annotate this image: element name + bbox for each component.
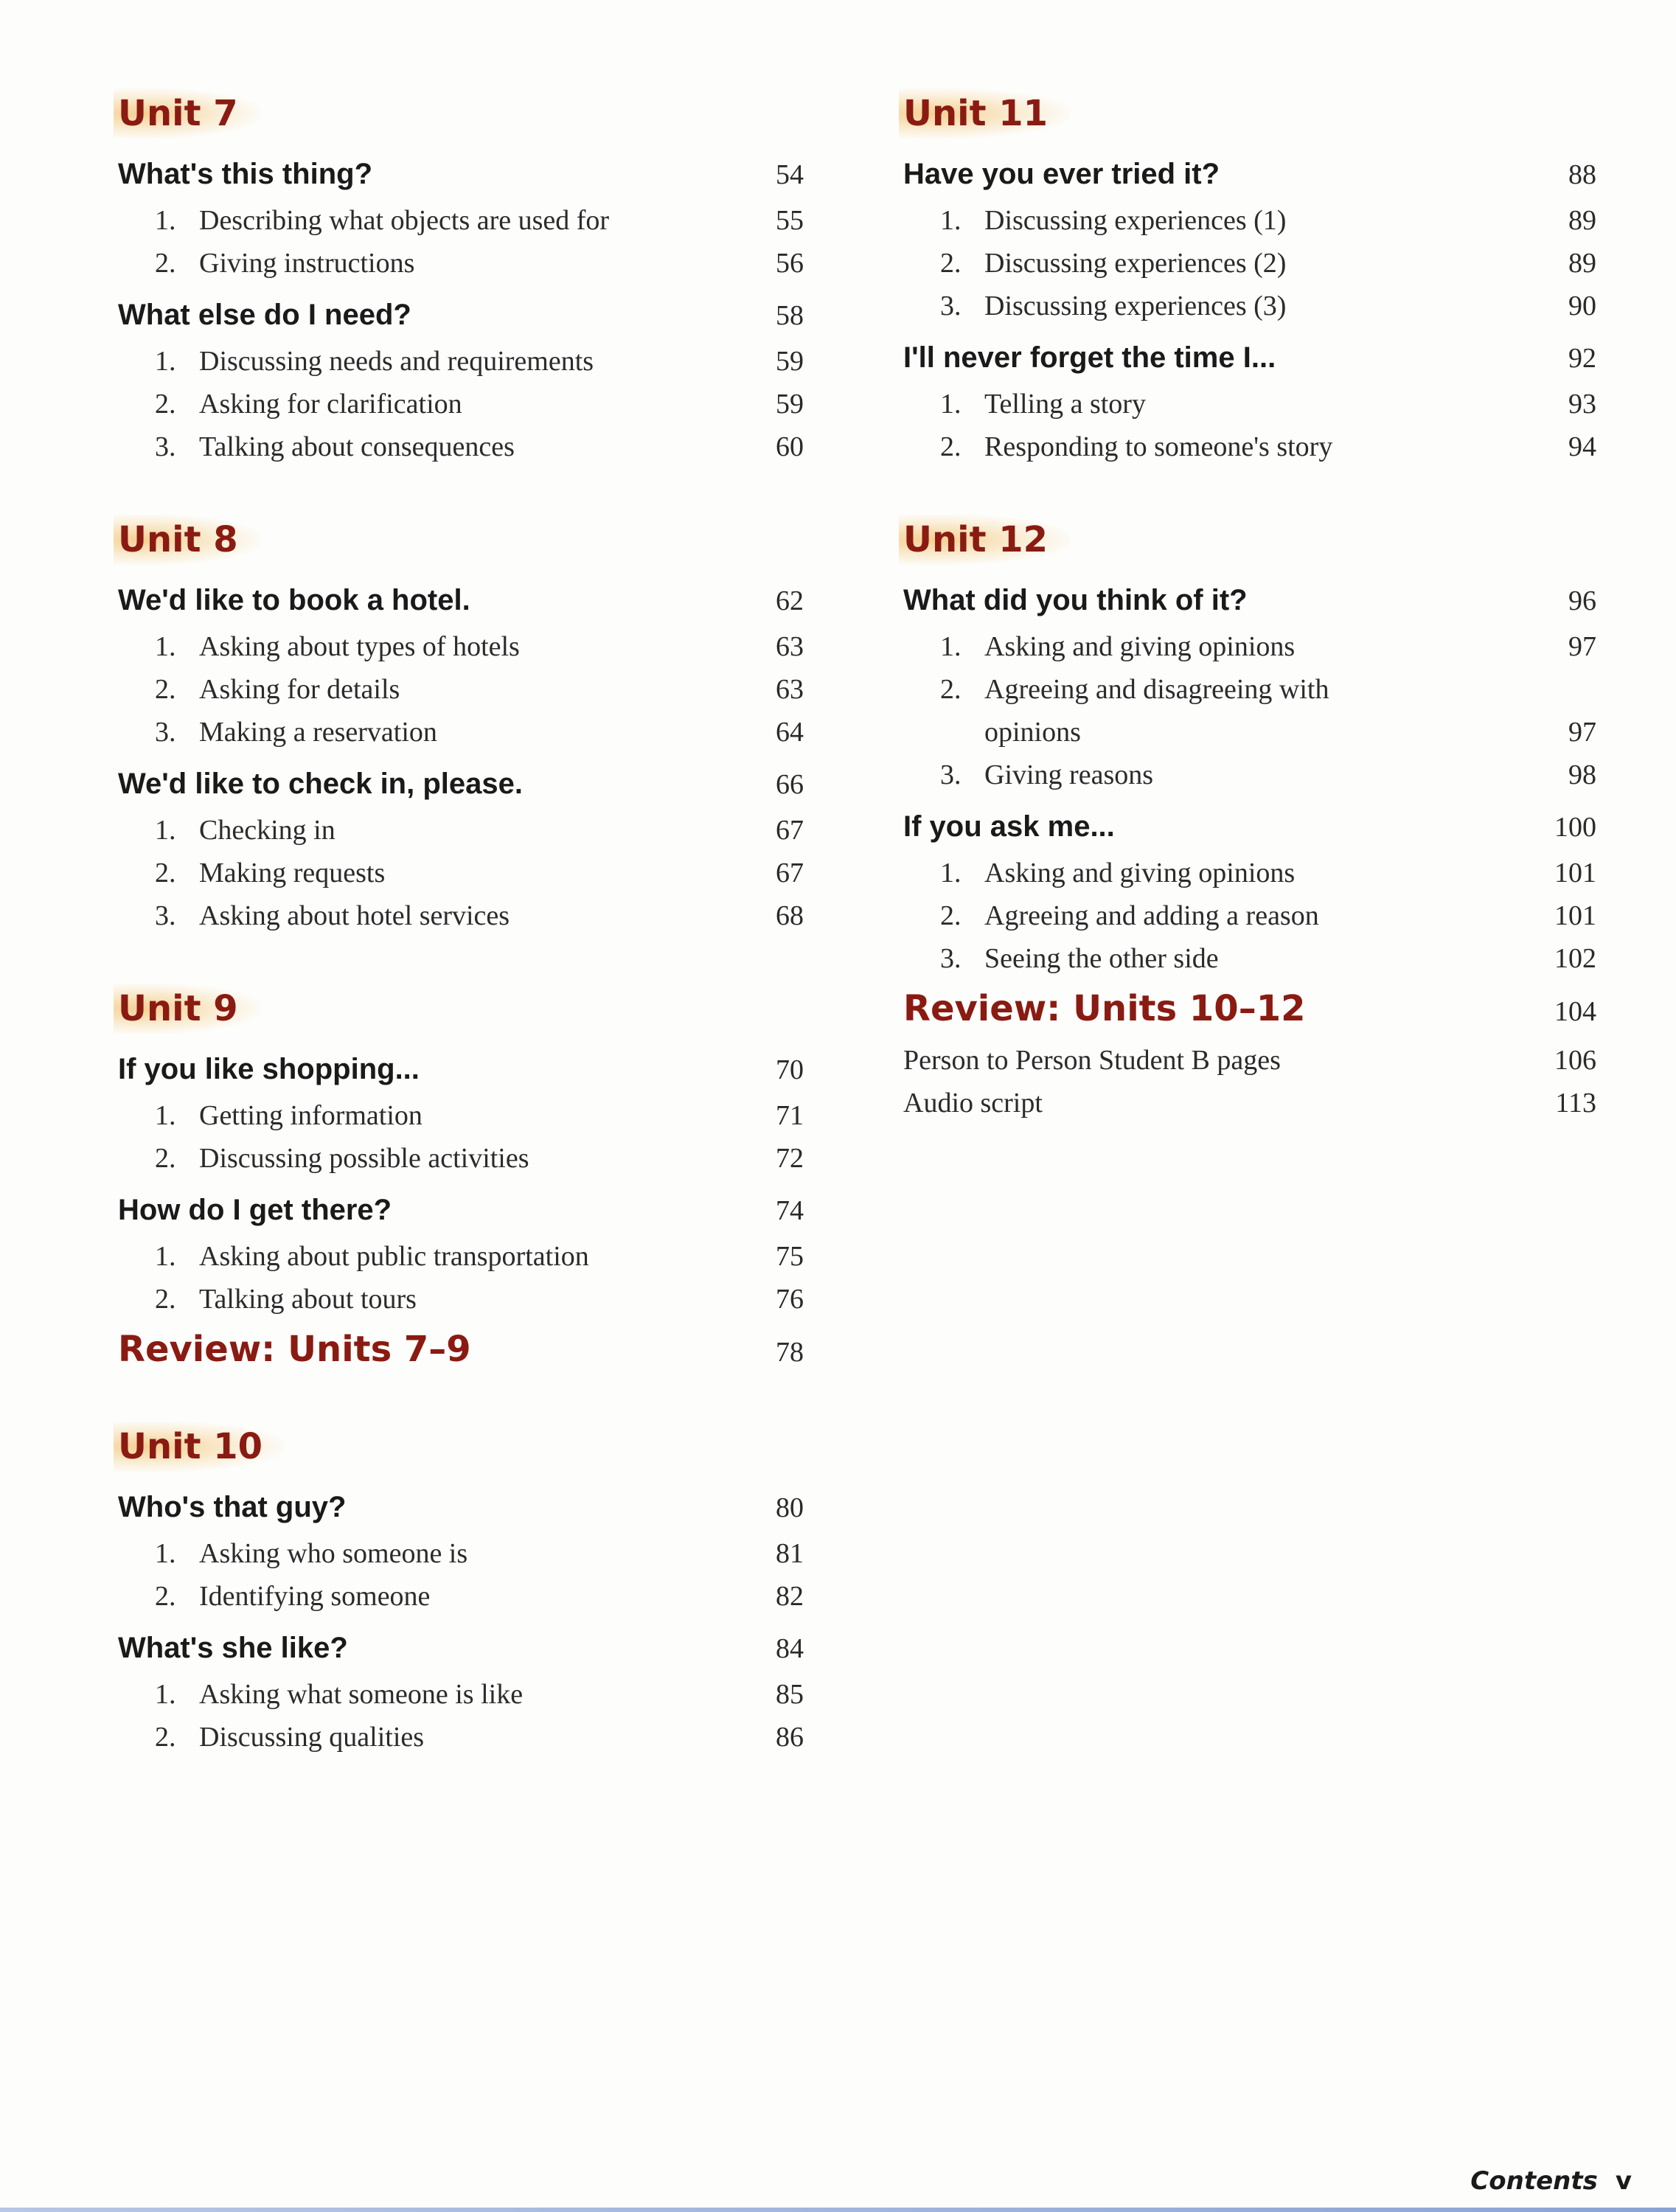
lesson-page-number: 92 [1568, 343, 1596, 374]
toc-item-page-number: 81 [776, 1538, 804, 1569]
toc-item-number: 1. [155, 631, 176, 662]
lesson [903, 810, 1596, 975]
toc-item [118, 716, 804, 748]
lesson-page-number: 66 [776, 769, 804, 800]
lesson-page-number: 84 [776, 1633, 804, 1664]
unit-block [118, 515, 804, 932]
lesson-title: I'll never forget the time I... [903, 341, 1276, 374]
unit-block [903, 88, 1596, 463]
toc-item-page-number: 85 [776, 1679, 804, 1710]
review-entry [118, 1329, 804, 1370]
lesson-page-number: 88 [1568, 159, 1596, 190]
toc-item-label: Asking about public transportation [199, 1241, 589, 1272]
review-entry [903, 988, 1596, 1029]
lesson [903, 158, 1596, 322]
toc-item-number: 1. [940, 205, 962, 236]
toc-item-page-number: 82 [776, 1581, 804, 1612]
appendix-entry [903, 1087, 1596, 1119]
toc-item-page-number: 56 [776, 248, 804, 279]
lesson-row [118, 1194, 804, 1227]
toc-item-page-number: 72 [776, 1143, 804, 1174]
toc-item-number: 2. [155, 1143, 176, 1174]
toc-item-number: 2. [155, 1581, 176, 1612]
toc-item [903, 247, 1596, 279]
lesson-title: Who's that guy? [118, 1491, 347, 1523]
toc-item-text [940, 857, 1295, 889]
toc-item-number: 1. [155, 815, 176, 846]
toc-item-number: 2. [940, 900, 962, 931]
toc-item [903, 759, 1596, 791]
toc-item [118, 388, 804, 420]
lesson-row [118, 584, 804, 617]
toc-item [118, 431, 804, 463]
toc-item-number: 2. [155, 674, 176, 705]
unit-heading: Unit 12 [899, 515, 1070, 565]
toc-item-number: 2. [155, 1284, 176, 1315]
toc-item-text [940, 673, 1329, 706]
toc-item-page-number: 90 [1568, 291, 1596, 321]
unit-block [118, 1422, 804, 1753]
toc-item-number: 1. [155, 1679, 176, 1710]
toc-item-number: 1. [155, 1241, 176, 1272]
review-title: Review: Units 10–12 [903, 988, 1306, 1029]
toc-item [118, 1283, 804, 1315]
lesson-row [903, 158, 1596, 191]
toc-item-label: Talking about consequences [199, 431, 515, 462]
toc-item-page-number: 63 [776, 631, 804, 662]
lesson [118, 1194, 804, 1315]
footer-page-number: v [1615, 2166, 1632, 2196]
toc-item-page-number: 98 [1568, 759, 1596, 790]
toc-item-number: 3. [155, 717, 176, 748]
lesson [118, 299, 804, 463]
toc-item-text [155, 388, 462, 420]
lesson-row [118, 299, 804, 332]
toc-item-number: 1. [155, 1538, 176, 1569]
page-footer [1470, 2166, 1632, 2196]
toc-item-label: Asking for details [199, 674, 400, 705]
toc-item-page-number: 93 [1568, 389, 1596, 420]
toc-item-number: 3. [940, 943, 962, 974]
toc-item-label: Discussing experiences (2) [984, 248, 1287, 279]
toc-item-page-number: 101 [1554, 858, 1596, 888]
toc-item-page-number: 59 [776, 389, 804, 420]
toc-item-label: Responding to someone's story [984, 431, 1333, 462]
toc-item [903, 857, 1596, 889]
lesson-title: What did you think of it? [903, 584, 1248, 616]
toc-item-number: 2. [155, 248, 176, 279]
toc-item [118, 204, 804, 237]
toc-item-label: Giving reasons [984, 759, 1154, 790]
toc-item-number: 1. [940, 858, 962, 888]
toc-item-text [155, 1240, 589, 1273]
toc-item-page-number: 86 [776, 1722, 804, 1753]
toc-item-text [940, 900, 1319, 932]
toc-item-page-number: 64 [776, 717, 804, 748]
toc-item-text [155, 431, 515, 463]
toc-item-label: Making requests [199, 858, 386, 888]
toc-item-text [155, 1580, 430, 1613]
unit-block [118, 984, 804, 1370]
lesson-title: If you like shopping... [118, 1053, 420, 1085]
toc-item-number: 2. [155, 858, 176, 888]
unit-heading: Unit 11 [899, 88, 1070, 139]
review-page-number: 78 [776, 1337, 804, 1368]
toc-item-number: 1. [155, 1100, 176, 1131]
toc-item [118, 1142, 804, 1175]
toc-item-page-number: 75 [776, 1241, 804, 1272]
lesson [118, 1053, 804, 1175]
toc-item [903, 204, 1596, 237]
toc-item-continuation [903, 716, 1596, 748]
unit-heading: Unit 7 [114, 88, 260, 139]
toc-item [118, 1580, 804, 1613]
lesson-page-number: 80 [776, 1492, 804, 1523]
toc-item [118, 814, 804, 846]
toc-item [118, 247, 804, 279]
toc-item [118, 630, 804, 663]
toc-item-label: Getting information [199, 1100, 423, 1131]
toc-item-page-number: 67 [776, 815, 804, 846]
toc-item-text [155, 814, 335, 846]
toc-item-number: 3. [940, 759, 962, 790]
lesson [118, 1632, 804, 1753]
toc-item [118, 673, 804, 706]
toc-item-text [940, 290, 1286, 322]
toc-item-number: 2. [155, 1722, 176, 1753]
toc-item [118, 1721, 804, 1753]
lesson [118, 584, 804, 748]
lesson-page-number: 54 [776, 159, 804, 190]
toc-item-number: 1. [940, 631, 962, 662]
lesson-row [903, 810, 1596, 844]
toc-item-label: Agreeing and adding a reason [984, 900, 1319, 931]
toc-item-page-number: 97 [1568, 717, 1596, 748]
lesson-title: If you ask me... [903, 810, 1115, 843]
toc-item [118, 857, 804, 889]
toc-item-label: Identifying someone [199, 1581, 431, 1612]
toc-item-label: opinions [984, 717, 1081, 748]
toc-item [118, 900, 804, 932]
lesson-row [903, 584, 1596, 617]
lesson-page-number: 62 [776, 585, 804, 616]
toc-item [118, 345, 804, 378]
toc-item [903, 942, 1596, 975]
lesson-title: What else do I need? [118, 299, 411, 331]
appendix-page-number: 106 [1554, 1045, 1596, 1076]
toc-item-text [940, 759, 1153, 791]
toc-item-number: 1. [155, 346, 176, 377]
toc-item [903, 630, 1596, 663]
toc-item-text [155, 1537, 467, 1570]
toc-item [903, 388, 1596, 420]
appendix-page-number: 113 [1555, 1088, 1596, 1119]
toc-item-label: Seeing the other side [984, 943, 1219, 974]
toc-item-number: 3. [155, 900, 176, 931]
lesson [118, 158, 804, 279]
lesson-title: Have you ever tried it? [903, 158, 1220, 190]
toc-item-number: 1. [940, 389, 962, 420]
lesson-row [118, 1491, 804, 1524]
toc-item-page-number: 76 [776, 1284, 804, 1315]
lesson-row [903, 341, 1596, 375]
toc-item-text [155, 1142, 529, 1175]
toc-item-number: 1. [155, 205, 176, 236]
toc-item-page-number: 101 [1554, 900, 1596, 931]
toc-item [903, 673, 1596, 706]
toc-item-label: Checking in [199, 815, 335, 846]
toc-item [118, 1537, 804, 1570]
toc-item-number: 2. [155, 389, 176, 420]
lesson [118, 1491, 804, 1613]
appendix-title: Audio script [903, 1088, 1043, 1119]
toc-item-page-number: 71 [776, 1100, 804, 1131]
toc-item [903, 900, 1596, 932]
toc-item-text [155, 716, 437, 748]
lesson-page-number: 70 [776, 1054, 804, 1085]
toc-item-page-number: 68 [776, 900, 804, 931]
toc-item-text [940, 630, 1295, 663]
left-column [118, 88, 804, 1805]
toc-item-label: Discussing needs and requirements [199, 346, 594, 377]
toc-item-text [155, 900, 510, 932]
toc-item-page-number: 102 [1554, 943, 1596, 974]
toc-item-page-number: 89 [1568, 205, 1596, 236]
toc-item-label: Asking for clarification [199, 389, 462, 420]
review-page-number: 104 [1554, 996, 1596, 1027]
lesson-row [118, 768, 804, 801]
toc-item-label: Describing what objects are used for [199, 205, 610, 236]
toc-item [903, 431, 1596, 463]
toc-item-number: 2. [940, 674, 962, 705]
toc-item-page-number: 94 [1568, 431, 1596, 462]
toc-item-text [940, 388, 1146, 420]
toc-item-label: Discussing experiences (1) [984, 205, 1287, 236]
toc-item-label: Discussing qualities [199, 1722, 425, 1753]
bottom-rule [0, 2208, 1676, 2212]
lesson [903, 341, 1596, 463]
lesson-title: What's this thing? [118, 158, 373, 190]
toc-item [903, 290, 1596, 322]
unit-block [118, 88, 804, 463]
toc-item-text [940, 942, 1219, 975]
right-column [903, 88, 1596, 1119]
unit-heading: Unit 10 [114, 1422, 285, 1472]
lesson-row [118, 1632, 804, 1665]
toc-item-label: Telling a story [984, 389, 1146, 420]
lesson-page-number: 96 [1568, 585, 1596, 616]
toc-item-page-number: 55 [776, 205, 804, 236]
toc-item-text [155, 345, 594, 378]
appendix-entry [903, 1044, 1596, 1077]
toc-item-text [155, 1099, 423, 1132]
toc-item-number: 2. [940, 431, 962, 462]
toc-item-label: Making a reservation [199, 717, 437, 748]
toc-item-text [155, 630, 520, 663]
lesson-row [118, 158, 804, 191]
unit-heading: Unit 9 [114, 984, 260, 1034]
toc-item-page-number: 63 [776, 674, 804, 705]
toc-item-text [940, 431, 1332, 463]
toc-item-text [940, 204, 1286, 237]
toc-item-text [155, 1678, 523, 1711]
toc-item-page-number: 97 [1568, 631, 1596, 662]
lesson-page-number: 74 [776, 1195, 804, 1226]
toc-item-label: Discussing experiences (3) [984, 291, 1287, 321]
lesson-title: How do I get there? [118, 1194, 392, 1226]
toc-item-text [155, 673, 400, 706]
unit-block [903, 515, 1596, 1029]
lesson-page-number: 58 [776, 300, 804, 331]
toc-item-label: Asking and giving opinions [984, 631, 1296, 662]
toc-item-label: Asking about hotel services [199, 900, 510, 931]
lesson [903, 584, 1596, 791]
toc-item-label: Giving instructions [199, 248, 415, 279]
unit-heading: Unit 8 [114, 515, 260, 565]
toc-item-label: Discussing possible activities [199, 1143, 529, 1174]
lesson-row [118, 1053, 804, 1086]
footer-label: Contents [1470, 2166, 1598, 2196]
toc-item-page-number: 67 [776, 858, 804, 888]
toc-item-text [155, 857, 385, 889]
toc-item-label: Asking who someone is [199, 1538, 468, 1569]
toc-item-text [155, 247, 414, 279]
toc-item [118, 1099, 804, 1132]
toc-item [118, 1240, 804, 1273]
toc-item [118, 1678, 804, 1711]
toc-item-text [155, 1721, 424, 1753]
lesson-title: We'd like to book a hotel. [118, 584, 470, 616]
toc-item-label: Asking what someone is like [199, 1679, 524, 1710]
lesson-title: We'd like to check in, please. [118, 768, 523, 800]
toc-item-label: Talking about tours [199, 1284, 417, 1315]
review-title: Review: Units 7–9 [118, 1329, 471, 1370]
toc-item-page-number: 59 [776, 346, 804, 377]
appendix-title: Person to Person Student B pages [903, 1045, 1281, 1076]
toc-item-number: 2. [940, 248, 962, 279]
toc-item-number: 3. [940, 291, 962, 321]
lesson-page-number: 100 [1554, 812, 1596, 843]
toc-item-text [940, 247, 1286, 279]
lesson-title: What's she like? [118, 1632, 348, 1664]
toc-item-label: Agreeing and disagreeing with [984, 674, 1329, 705]
toc-item-label: Asking and giving opinions [984, 858, 1296, 888]
toc-item-label: Asking about types of hotels [199, 631, 520, 662]
toc-item-page-number: 89 [1568, 248, 1596, 279]
toc-item-text [155, 1283, 417, 1315]
lesson [118, 768, 804, 932]
toc-item-number: 3. [155, 431, 176, 462]
toc-item-page-number: 60 [776, 431, 804, 462]
toc-item-text [155, 204, 609, 237]
